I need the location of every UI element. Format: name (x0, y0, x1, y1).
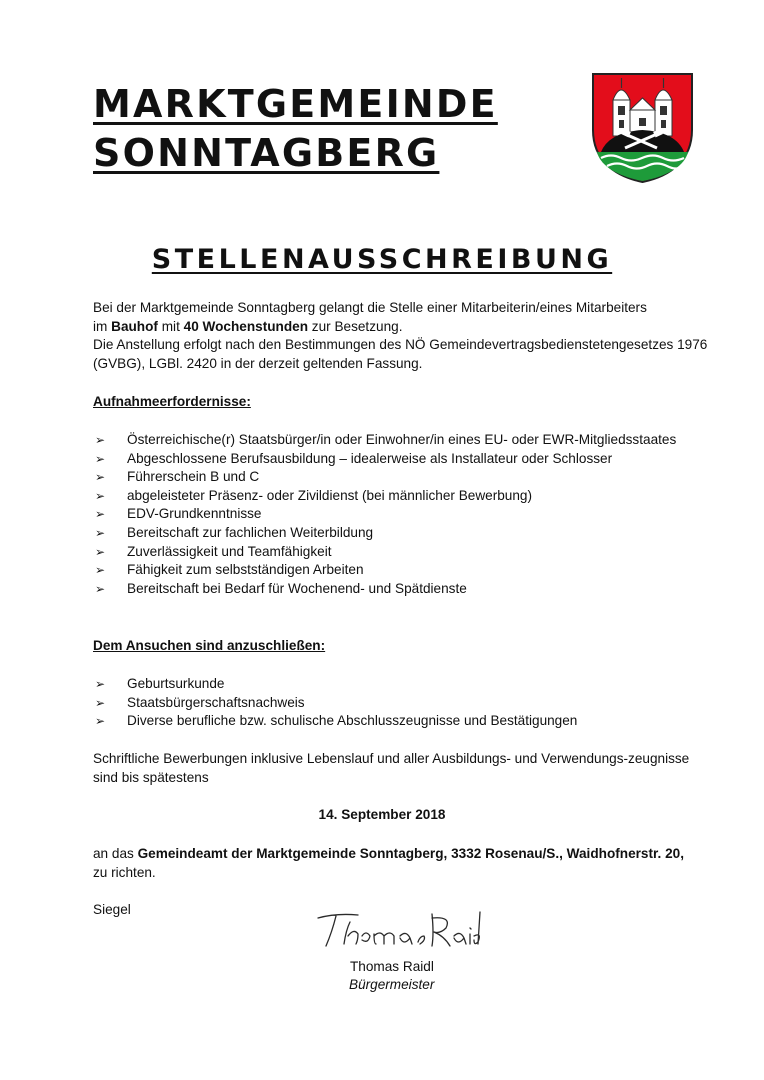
office-address: Gemeindeamt der Marktgemeinde Sonntagberg, 3332 Rosenau/S., Waidhofnerstr. 20, (137, 846, 685, 861)
arrow-bullet-icon: ➢ (95, 470, 106, 485)
weekly-hours: 40 Wochenstunden (183, 318, 309, 334)
arrow-bullet-icon: ➢ (95, 714, 106, 729)
page-title: STELLENAUSSCHREIBUNG (151, 244, 613, 275)
municipality-title (93, 80, 498, 178)
list-item: ➢ Österreichische(r) Staatsbürger/in oder Einwohner/in eines EU- oder EWR-Mitgliedsstaates (93, 431, 693, 450)
attachments-heading: Dem Ansuchen sind anzuschließen: (93, 638, 326, 653)
signer-name: Thomas Raidl (350, 959, 434, 974)
handwritten-signature (314, 906, 484, 952)
signer-title: Bürgermeister (349, 977, 435, 992)
requirements-heading: Aufnahmeerfordernisse: (93, 394, 251, 409)
list-item: ➢ Staatsbürgerschaftsnachweis (93, 694, 693, 713)
seal-label: Siegel (93, 902, 131, 917)
arrow-bullet-icon: ➢ (95, 563, 106, 578)
municipality-title-line2: SONNTAGBERG (93, 131, 440, 175)
list-item: ➢ Geburtsurkunde (93, 675, 693, 694)
list-item: ➢ EDV-Grundkenntnisse (93, 505, 693, 524)
arrow-bullet-icon: ➢ (95, 507, 106, 522)
arrow-bullet-icon: ➢ (95, 695, 106, 710)
intro-line3: Die Anstellung erfolgt nach den Bestimmungen des NÖ Gemeindevertragsbedienstetengesetzes 1976 (GVBG), LGBl. 2420 in der derzeit geltenden Fassung. (93, 337, 708, 371)
list-item: ➢ Fähigkeit zum selbstständigen Arbeiten (93, 561, 693, 580)
requirements-list (93, 431, 693, 598)
arrow-bullet-icon: ➢ (95, 433, 106, 447)
workplace: Bauhof (111, 318, 158, 334)
list-item: ➢ Abgeschlossene Berufsausbildung – idealerweise als Installateur oder Schlosser (93, 450, 693, 469)
arrow-bullet-icon: ➢ (95, 581, 106, 596)
list-item: ➢ Zuverlässigkeit und Teamfähigkeit (93, 543, 693, 562)
list-item: ➢ Führerschein B und C (93, 468, 693, 487)
coat-of-arms-icon (591, 72, 694, 184)
arrow-bullet-icon: ➢ (95, 451, 106, 466)
arrow-bullet-icon: ➢ (95, 677, 106, 691)
list-item: ➢ Bereitschaft bei Bedarf für Wochenend- und Spätdienste (93, 580, 693, 599)
address-paragraph: an das Gemeindeamt der Marktgemeinde Sonntagberg, 3332 Rosenau/S., Waidhofnerstr. 20, zu richten. (93, 846, 685, 880)
deadline-date: 14. September 2018 (318, 807, 446, 822)
attachments-list (93, 675, 693, 731)
arrow-bullet-icon: ➢ (95, 525, 106, 540)
intro-line1: Bei der Marktgemeinde Sonntagberg gelangt die Stelle einer Mitarbeiterin/eines Mitarbeiters (93, 300, 647, 315)
list-item: ➢ Diverse berufliche bzw. schulische Abschlusszeugnisse und Bestätigungen (93, 712, 693, 731)
closing-paragraph: Schriftliche Bewerbungen inklusive Lebenslauf und aller Ausbildungs- und Verwendungs-zeugnisse sind bis spätestens (93, 751, 690, 785)
arrow-bullet-icon: ➢ (95, 488, 106, 503)
list-item: ➢ Bereitschaft zur fachlichen Weiterbildung (93, 524, 693, 543)
municipality-title-line1: MARKTGEMEINDE (93, 82, 498, 126)
list-item: ➢ abgeleisteter Präsenz- oder Zivildienst (bei männlicher Bewerbung) (93, 487, 693, 506)
arrow-bullet-icon: ➢ (95, 544, 106, 559)
intro-paragraph: Bei der Marktgemeinde Sonntagberg gelangt die Stelle einer Mitarbeiterin/eines Mitarbeiters im Bauhof mit 40 Wochenstunden zur Besetzung. Die Anstellung erfolgt nach den Bestimmungen des NÖ Gemeindevertragsbedienstetengesetzes 1976 (GVBG), LGBl. 2420 in der derzeit geltenden Fassung. (93, 300, 708, 371)
